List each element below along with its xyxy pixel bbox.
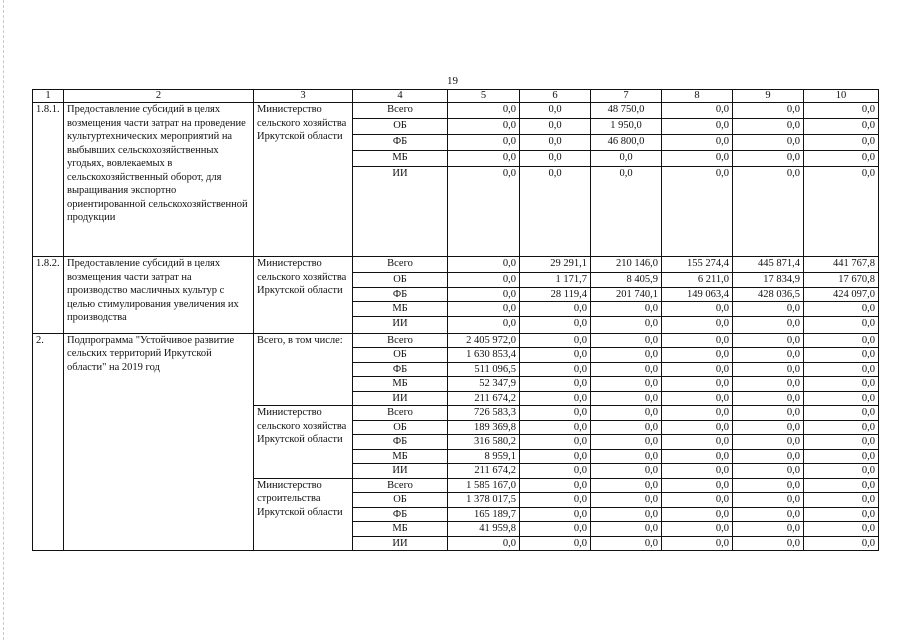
header-cell: 5 — [448, 90, 520, 103]
amount-cell: 0,0 — [591, 435, 662, 450]
amount-cell: 17 834,9 — [733, 273, 804, 288]
amount-cell: 0,0 — [520, 507, 591, 522]
amount-cell: 211 674,2 — [448, 391, 520, 406]
funding-source: ФБ — [353, 435, 448, 450]
amount-cell: 0,0 — [448, 536, 520, 551]
page-number: 19 — [447, 75, 458, 87]
amount-cell: 0,0 — [448, 257, 520, 273]
amount-cell: 1 378 017,5 — [448, 493, 520, 508]
amount-cell: 0,0 — [662, 435, 733, 450]
amount-cell: 0,0 — [520, 362, 591, 377]
funding-source: МБ — [353, 151, 448, 167]
funding-source: Всего — [353, 333, 448, 348]
amount-cell: 0,0 — [662, 362, 733, 377]
funding-source: Всего — [353, 406, 448, 421]
funding-source: МБ — [353, 449, 448, 464]
amount-cell: 0,0 — [520, 135, 591, 151]
amount-cell: 29 291,1 — [520, 257, 591, 273]
item-name: Предоставление субсидий в целях возмещения части затрат на производство масличных культур с целью стимулирования увеличения их производства — [64, 257, 254, 334]
amount-cell: 0,0 — [804, 435, 879, 450]
responsible-executor: Министерство сельского хозяйства Иркутской области — [254, 103, 353, 257]
amount-cell: 0,0 — [520, 435, 591, 450]
amount-cell: 0,0 — [662, 377, 733, 392]
item-number: 2. — [33, 333, 64, 551]
funding-source: ИИ — [353, 167, 448, 257]
amount-cell: 0,0 — [662, 406, 733, 421]
amount-cell: 0,0 — [520, 103, 591, 119]
amount-cell: 0,0 — [662, 348, 733, 363]
funding-source: ОБ — [353, 493, 448, 508]
header-cell: 3 — [254, 90, 353, 103]
amount-cell: 0,0 — [662, 302, 733, 317]
amount-cell: 0,0 — [804, 377, 879, 392]
amount-cell: 0,0 — [733, 406, 804, 421]
amount-cell: 0,0 — [804, 302, 879, 317]
amount-cell: 0,0 — [733, 151, 804, 167]
amount-cell: 28 119,4 — [520, 287, 591, 302]
funding-source: Всего — [353, 103, 448, 119]
amount-cell: 0,0 — [804, 406, 879, 421]
funding-source: МБ — [353, 377, 448, 392]
amount-cell: 46 800,0 — [591, 135, 662, 151]
amount-cell: 0,0 — [591, 302, 662, 317]
amount-cell: 1 585 167,0 — [448, 478, 520, 493]
amount-cell: 0,0 — [733, 464, 804, 479]
amount-cell: 0,0 — [733, 435, 804, 450]
amount-cell: 0,0 — [448, 273, 520, 288]
amount-cell: 0,0 — [591, 167, 662, 257]
amount-cell: 0,0 — [591, 420, 662, 435]
amount-cell: 0,0 — [591, 377, 662, 392]
amount-cell: 0,0 — [520, 420, 591, 435]
header-cell: 1 — [33, 90, 64, 103]
funding-source: ОБ — [353, 119, 448, 135]
amount-cell: 0,0 — [520, 391, 591, 406]
amount-cell: 201 740,1 — [591, 287, 662, 302]
amount-cell: 0,0 — [448, 103, 520, 119]
amount-cell: 52 347,9 — [448, 377, 520, 392]
funding-source: Всего — [353, 257, 448, 273]
amount-cell: 0,0 — [591, 333, 662, 348]
header-cell: 7 — [591, 90, 662, 103]
amount-cell: 48 750,0 — [591, 103, 662, 119]
responsible-executor: Всего, в том числе: — [254, 333, 353, 406]
budget-table — [32, 89, 879, 551]
amount-cell: 0,0 — [662, 464, 733, 479]
amount-cell: 0,0 — [662, 151, 733, 167]
amount-cell: 0,0 — [662, 103, 733, 119]
funding-source: ФБ — [353, 507, 448, 522]
scan-edge-line — [3, 0, 4, 640]
amount-cell: 0,0 — [733, 302, 804, 317]
amount-cell: 8 405,9 — [591, 273, 662, 288]
amount-cell: 0,0 — [804, 333, 879, 348]
amount-cell: 0,0 — [733, 493, 804, 508]
funding-source: ОБ — [353, 273, 448, 288]
amount-cell: 0,0 — [733, 478, 804, 493]
amount-cell: 0,0 — [733, 391, 804, 406]
amount-cell: 0,0 — [662, 493, 733, 508]
amount-cell: 0,0 — [448, 151, 520, 167]
amount-cell: 0,0 — [591, 406, 662, 421]
amount-cell: 0,0 — [733, 362, 804, 377]
amount-cell: 0,0 — [448, 135, 520, 151]
amount-cell: 0,0 — [448, 287, 520, 302]
responsible-executor: Министерство сельского хозяйства Иркутской области — [254, 257, 353, 334]
amount-cell: 0,0 — [662, 522, 733, 537]
amount-cell: 0,0 — [804, 536, 879, 551]
amount-cell: 0,0 — [804, 391, 879, 406]
funding-source: Всего — [353, 478, 448, 493]
amount-cell: 428 036,5 — [733, 287, 804, 302]
item-name: Подпрограмма "Устойчивое развитие сельских территорий Иркутской области" на 2019 год — [64, 333, 254, 551]
amount-cell: 0,0 — [448, 302, 520, 317]
amount-cell: 2 405 972,0 — [448, 333, 520, 348]
amount-cell: 0,0 — [733, 449, 804, 464]
header-row — [33, 90, 879, 103]
amount-cell: 0,0 — [662, 507, 733, 522]
amount-cell: 0,0 — [804, 135, 879, 151]
amount-cell: 0,0 — [662, 119, 733, 135]
amount-cell: 0,0 — [591, 391, 662, 406]
funding-source: ИИ — [353, 316, 448, 333]
amount-cell: 0,0 — [591, 464, 662, 479]
header-cell: 8 — [662, 90, 733, 103]
amount-cell: 0,0 — [591, 478, 662, 493]
amount-cell: 0,0 — [520, 406, 591, 421]
amount-cell: 0,0 — [520, 478, 591, 493]
funding-source: МБ — [353, 302, 448, 317]
amount-cell: 0,0 — [733, 316, 804, 333]
amount-cell: 0,0 — [804, 167, 879, 257]
amount-cell: 0,0 — [662, 135, 733, 151]
amount-cell: 0,0 — [520, 151, 591, 167]
amount-cell: 17 670,8 — [804, 273, 879, 288]
amount-cell: 0,0 — [520, 493, 591, 508]
amount-cell: 0,0 — [733, 420, 804, 435]
amount-cell: 0,0 — [804, 522, 879, 537]
amount-cell: 0,0 — [804, 119, 879, 135]
item-name: Предоставление субсидий в целях возмещения части затрат на проведение культуртехнических мероприятий на выбывших сельскохозяйственных угодьях, вовлекаемых в сельскохозяйственный оборот, для выращивания экспортно ориентированной сельскохозяйственной продукции — [64, 103, 254, 257]
amount-cell: 0,0 — [733, 167, 804, 257]
table-body — [33, 90, 879, 551]
amount-cell: 0,0 — [804, 493, 879, 508]
funding-source: ФБ — [353, 135, 448, 151]
amount-cell: 165 189,7 — [448, 507, 520, 522]
amount-cell: 0,0 — [804, 478, 879, 493]
amount-cell: 445 871,4 — [733, 257, 804, 273]
amount-cell: 0,0 — [520, 522, 591, 537]
amount-cell: 0,0 — [733, 119, 804, 135]
amount-cell: 0,0 — [520, 119, 591, 135]
table-row — [33, 333, 879, 348]
responsible-executor: Министерство сельского хозяйства Иркутской области — [254, 406, 353, 479]
amount-cell: 0,0 — [520, 464, 591, 479]
amount-cell: 210 146,0 — [591, 257, 662, 273]
item-number: 1.8.1. — [33, 103, 64, 257]
funding-source: ФБ — [353, 287, 448, 302]
amount-cell: 0,0 — [662, 391, 733, 406]
amount-cell: 0,0 — [591, 493, 662, 508]
amount-cell: 0,0 — [804, 348, 879, 363]
amount-cell: 0,0 — [733, 333, 804, 348]
amount-cell: 0,0 — [448, 167, 520, 257]
amount-cell: 0,0 — [448, 316, 520, 333]
amount-cell: 0,0 — [520, 536, 591, 551]
header-cell: 2 — [64, 90, 254, 103]
amount-cell: 0,0 — [591, 522, 662, 537]
amount-cell: 0,0 — [520, 449, 591, 464]
header-cell: 9 — [733, 90, 804, 103]
amount-cell: 0,0 — [733, 507, 804, 522]
amount-cell: 511 096,5 — [448, 362, 520, 377]
amount-cell: 149 063,4 — [662, 287, 733, 302]
funding-source: МБ — [353, 522, 448, 537]
amount-cell: 0,0 — [804, 464, 879, 479]
amount-cell: 0,0 — [733, 103, 804, 119]
amount-cell: 0,0 — [804, 507, 879, 522]
amount-cell: 0,0 — [662, 167, 733, 257]
amount-cell: 424 097,0 — [804, 287, 879, 302]
amount-cell: 1 171,7 — [520, 273, 591, 288]
amount-cell: 0,0 — [662, 333, 733, 348]
amount-cell: 1 950,0 — [591, 119, 662, 135]
amount-cell: 0,0 — [804, 103, 879, 119]
amount-cell: 0,0 — [733, 377, 804, 392]
amount-cell: 0,0 — [520, 167, 591, 257]
amount-cell: 0,0 — [591, 507, 662, 522]
amount-cell: 0,0 — [520, 302, 591, 317]
amount-cell: 0,0 — [733, 348, 804, 363]
amount-cell: 0,0 — [662, 420, 733, 435]
amount-cell: 441 767,8 — [804, 257, 879, 273]
amount-cell: 726 583,3 — [448, 406, 520, 421]
funding-source: ОБ — [353, 420, 448, 435]
amount-cell: 0,0 — [662, 478, 733, 493]
amount-cell: 0,0 — [733, 522, 804, 537]
amount-cell: 0,0 — [662, 316, 733, 333]
amount-cell: 0,0 — [804, 316, 879, 333]
header-cell: 4 — [353, 90, 448, 103]
funding-source: ОБ — [353, 348, 448, 363]
amount-cell: 0,0 — [591, 536, 662, 551]
amount-cell: 0,0 — [733, 536, 804, 551]
amount-cell: 0,0 — [591, 362, 662, 377]
amount-cell: 1 630 853,4 — [448, 348, 520, 363]
amount-cell: 0,0 — [662, 536, 733, 551]
responsible-executor: Министерство строительства Иркутской области — [254, 478, 353, 551]
header-cell: 10 — [804, 90, 879, 103]
amount-cell: 189 369,8 — [448, 420, 520, 435]
amount-cell: 6 211,0 — [662, 273, 733, 288]
item-number: 1.8.2. — [33, 257, 64, 334]
funding-source: ИИ — [353, 536, 448, 551]
funding-source: ИИ — [353, 391, 448, 406]
amount-cell: 316 580,2 — [448, 435, 520, 450]
amount-cell: 0,0 — [520, 316, 591, 333]
amount-cell: 0,0 — [591, 151, 662, 167]
amount-cell: 0,0 — [520, 333, 591, 348]
amount-cell: 155 274,4 — [662, 257, 733, 273]
header-cell: 6 — [520, 90, 591, 103]
amount-cell: 0,0 — [591, 316, 662, 333]
amount-cell: 0,0 — [804, 420, 879, 435]
table-row — [33, 103, 879, 119]
amount-cell: 211 674,2 — [448, 464, 520, 479]
funding-source: ФБ — [353, 362, 448, 377]
amount-cell: 0,0 — [520, 348, 591, 363]
amount-cell: 0,0 — [591, 449, 662, 464]
amount-cell: 0,0 — [591, 348, 662, 363]
amount-cell: 0,0 — [733, 135, 804, 151]
amount-cell: 0,0 — [804, 362, 879, 377]
amount-cell: 41 959,8 — [448, 522, 520, 537]
amount-cell: 0,0 — [804, 449, 879, 464]
amount-cell: 0,0 — [448, 119, 520, 135]
amount-cell: 0,0 — [662, 449, 733, 464]
amount-cell: 0,0 — [520, 377, 591, 392]
amount-cell: 0,0 — [804, 151, 879, 167]
table-row — [33, 257, 879, 273]
funding-source: ИИ — [353, 464, 448, 479]
amount-cell: 8 959,1 — [448, 449, 520, 464]
